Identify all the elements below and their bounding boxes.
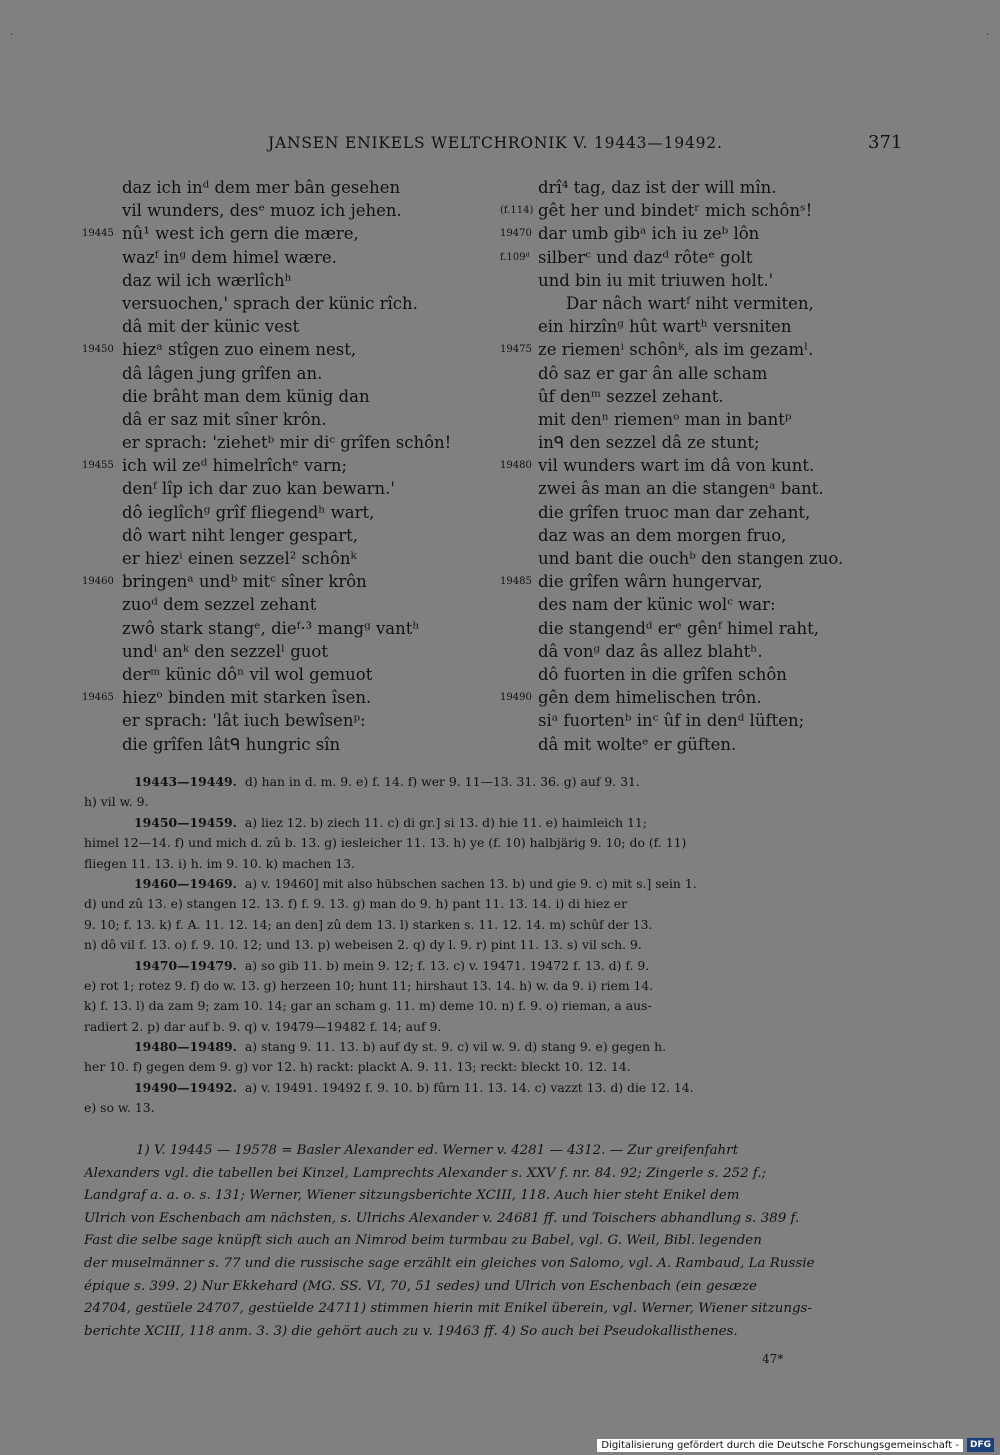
- apparatus-entry: [84, 772, 898, 792]
- verse-text: zwei âs man an die stangenᵃ bant.: [538, 479, 824, 499]
- verse-line: [82, 338, 502, 361]
- apparatus-variants: n) dô vil f. 13. o) f. 9. 10. 12; und 13. p) webeisen 2. q) dy l. 9. r) pint 11. 13. s) vil sch. 9.: [84, 937, 642, 953]
- apparatus-entry: [84, 956, 898, 976]
- running-head-title: JANSEN ENIKELS WELTCHRONIK V. 19443—19492.: [268, 134, 723, 152]
- verse-text: dâ vonᵍ daz âs allez blahtʰ.: [538, 641, 763, 661]
- verse-line: [500, 547, 900, 570]
- verse-text: dâ mit der künic vest: [122, 317, 300, 337]
- footnote-line: Ulrich von Eschenbach am nächsten, s. Ulrichs Alexander v. 24681 ff. und Toischers abhandlung s. 389 f.: [84, 1210, 800, 1226]
- verse-text: mit denⁿ riemenᵒ man in bantᵖ: [538, 409, 792, 429]
- verse-line: [500, 524, 900, 547]
- verse-text: er hiezⁱ einen sezzel² schônᵏ: [122, 549, 357, 568]
- verse-line: [500, 338, 900, 361]
- verse-line: [82, 431, 502, 454]
- verse-line: [82, 222, 502, 245]
- verse-text: dâ mit wolteᵉ er güften.: [538, 734, 737, 754]
- verse-line: [500, 176, 900, 199]
- corner-mark: ·: [10, 30, 14, 41]
- apparatus-variants: fliegen 11. 13. i) h. im 9. 10. k) machen 13.: [84, 855, 355, 871]
- apparatus-variants: radiert 2. p) dar auf b. 9. q) v. 19479—19482 f. 14; auf 9.: [84, 1018, 442, 1034]
- verse-text: Dar nâch wartᶠ niht vermiten,: [566, 293, 814, 313]
- apparatus-variants: himel 12—14. f) und mich d. zû b. 13. g) iesleicher 11. 13. h) ye (f. 10) halbjärig 9. 10; do (f. 11): [84, 835, 687, 851]
- footnote-line: berichte XCIII, 118 anm. 3. 3) die gehört auch zu v. 19463 ff. 4) So auch bei Pseudokallisthenes.: [84, 1323, 738, 1339]
- apparatus-verse-range: 19470—19479.: [134, 957, 237, 973]
- verse-text: wazᶠ inᵍ dem himel wære.: [122, 247, 337, 267]
- verse-line: [500, 709, 900, 732]
- verse-line: [82, 617, 502, 640]
- footnote-line: 1) V. 19445 — 19578 = Basler Alexander ed. Werner v. 4281 — 4312. — Zur greifenfahrt: [136, 1143, 738, 1158]
- corner-mark: ·: [986, 30, 990, 41]
- apparatus-verse-range: 19490—19492.: [134, 1079, 237, 1095]
- verse-text: vil wunders, desᵉ muoz ich jehen.: [122, 201, 402, 221]
- verse-text: dâ er saz mit sîner krôn.: [122, 409, 327, 429]
- verse-line: [82, 315, 502, 338]
- footnote-line: 24704, gestüele 24707, gestüelde 24711) stimmen hierin mit Enikel überein, vgl. Werner, Wiener sitzungs-: [84, 1301, 812, 1317]
- verse-text: ûf denᵐ sezzel zehant.: [538, 386, 724, 406]
- apparatus-variants: h) vil w. 9.: [84, 794, 149, 810]
- apparatus-entry: [84, 874, 898, 894]
- verse-number: 19475: [500, 344, 532, 356]
- verse-line: [82, 501, 502, 524]
- dfg-logo-icon: DFG: [967, 1438, 994, 1452]
- verse-line: [500, 222, 900, 245]
- verse-number: f.109ᵈ: [500, 251, 530, 263]
- verse-column-right: [500, 176, 900, 756]
- apparatus-entry: [84, 813, 898, 833]
- verse-text: dô fuorten in die grîfen schôn: [538, 664, 787, 684]
- verse-text: zuoᵈ dem sezzel zehant: [122, 595, 317, 615]
- apparatus-entry: [84, 1037, 898, 1057]
- verse-line: [82, 524, 502, 547]
- verse-line: [500, 617, 900, 640]
- verse-line: [82, 292, 502, 315]
- running-head: [0, 134, 1000, 156]
- verse-text: daz was an dem morgen fruo,: [538, 525, 787, 545]
- verse-line: [82, 593, 502, 616]
- verse-text: versuochen,' sprach der künic rîch.: [122, 293, 418, 313]
- verse-text: siᵃ fuortenᵇ inᶜ ûf in denᵈ lüften;: [538, 711, 805, 731]
- verse-line: [500, 477, 900, 500]
- verse-text: drî⁴ tag, daz ist der will mîn.: [538, 178, 777, 197]
- verse-line: [82, 570, 502, 593]
- footnote-line: épique s. 399. 2) Nur Ekkehard (MG. SS. VI, 70, 51 sedes) und Ulrich von Eschenbach (ein gesæze: [84, 1278, 757, 1294]
- verse-line: [500, 315, 900, 338]
- verse-text: ein hirzînᵍ hût wartʰ versniten: [538, 317, 792, 337]
- footnotes: [84, 1140, 900, 1343]
- footnote-line: Alexanders vgl. die tabellen bei Kinzel, Lamprechts Alexander s. XXV f. nr. 84. 92; Zingerle s. 252 f.;: [84, 1165, 767, 1181]
- verse-text: die brâht man dem künig dan: [122, 386, 370, 406]
- apparatus-variants: 9. 10; f. 13. k) f. A. 11. 12. 14; an den] zû dem 13. l) starken s. 11. 12. 14. m) schûf der 13.: [84, 916, 653, 932]
- verse-text: denᶠ lîp ich dar zuo kan bewarn.': [122, 479, 395, 499]
- verse-line: [500, 292, 900, 315]
- verse-text: nû¹ west ich gern die mære,: [122, 224, 359, 244]
- apparatus-verse-range: 19450—19459.: [134, 814, 237, 830]
- verse-text: des nam der künic wolᶜ war:: [538, 595, 776, 615]
- verse-text: undⁱ anᵏ den sezzelˡ guot: [122, 641, 328, 661]
- verse-text: dô wart niht lenger gespart,: [122, 525, 358, 545]
- verse-line: [82, 269, 502, 292]
- verse-column-left: [82, 176, 502, 756]
- apparatus-verse-range: 19443—19449.: [134, 774, 237, 789]
- apparatus-variants: e) rot 1; rotez 9. f) do w. 13. g) herzeen 10; hunt 11; hirshaut 13. 14. h) w. da 9. i) riem 14.: [84, 977, 654, 993]
- apparatus-variants: a) v. 19460] mit also hübschen sachen 13. b) und gie 9. c) mit s.] sein 1.: [244, 875, 697, 891]
- verse-text: dâ lâgen jung grîfen an.: [122, 363, 323, 383]
- verse-line: [82, 686, 502, 709]
- footer-bar: [597, 1437, 994, 1453]
- verse-number: 19470: [500, 228, 532, 240]
- verse-line: [500, 733, 900, 756]
- apparatus-variants: a) v. 19491. 19492 f. 9. 10. b) fûrn 11. 13. 14. c) vazzt 13. d) die 12. 14.: [244, 1079, 694, 1095]
- verse-line: [500, 593, 900, 616]
- verse-line: [82, 640, 502, 663]
- verse-text: die grîfen truoc man dar zehant,: [538, 502, 811, 522]
- verse-text: ze riemenⁱ schônᵏ, als im gezamˡ.: [538, 340, 814, 360]
- verse-text: die stangendᵈ erᵉ gênᶠ himel raht,: [538, 618, 819, 638]
- apparatus-variants: a) stang 9. 11. 13. b) auf dy st. 9. c) vil w. 9. d) stang 9. e) gegen h.: [244, 1039, 667, 1055]
- verse-text: er sprach: 'ziehetᵇ mir diᶜ grîfen schôn!: [122, 433, 452, 453]
- footnote-line: Fast die selbe sage knüpft sich auch an Nimrod beim turmbau zu Babel, vgl. G. Weil, Bibl. legenden: [84, 1233, 762, 1249]
- apparatus-variants: her 10. f) gegen dem 9. g) vor 12. h) rackt: plackt A. 9. 11. 13; reckt: bleckt 10. 12. 14.: [84, 1059, 631, 1075]
- verse-number: 19465: [82, 692, 114, 704]
- verse-text: die grîfen wârn hungervar,: [538, 572, 763, 592]
- verse-text: ich wil zeᵈ himelrîchᵉ varn;: [122, 456, 348, 476]
- verse-number: 19480: [500, 460, 532, 472]
- verse-text: bringenᵃ undᵇ mitᶜ sîner krôn: [122, 572, 367, 592]
- verse-number: 19455: [82, 460, 114, 472]
- page-number: 371: [868, 132, 903, 153]
- signature-mark: 47*: [762, 1352, 784, 1366]
- verse-line: [500, 570, 900, 593]
- verse-line: [500, 269, 900, 292]
- verse-text: die grîfen lâtᑫ hungric sîn: [122, 734, 341, 754]
- verse-text: gên dem himelischen trôn.: [538, 688, 762, 708]
- verse-line: [82, 385, 502, 408]
- verse-text: inᑫ den sezzel dâ ze stunt;: [538, 433, 760, 453]
- verse-line: [82, 663, 502, 686]
- verse-line: [500, 686, 900, 709]
- apparatus-variants: a) so gib 11. b) mein 9. 12; f. 13. c) v. 19471. 19472 f. 13. d) f. 9.: [244, 957, 650, 973]
- verse-line: [82, 709, 502, 732]
- verse-line: [82, 477, 502, 500]
- verse-line: [82, 246, 502, 269]
- verse-text: hiezᵃ stîgen zuo einem nest,: [122, 340, 357, 360]
- verse-line: [500, 431, 900, 454]
- verse-line: [500, 199, 900, 222]
- verse-text: gêt her und bindetʳ mich schônˢ!: [538, 201, 813, 221]
- verse-number: 19445: [82, 228, 114, 240]
- footer-funding-text: Digitalisierung gefördert durch die Deutsche Forschungsgemeinschaft -: [597, 1439, 963, 1452]
- verse-text: daz wil ich wærlîchʰ: [122, 270, 292, 290]
- verse-text: silberᶜ und dazᵈ rôteᵉ golt: [538, 247, 753, 267]
- apparatus-verse-range: 19460—19469.: [134, 875, 237, 891]
- verse-text: und bant die ouchᵇ den stangen zuo.: [538, 549, 844, 568]
- verse-text: und bin iu mit triuwen holt.': [538, 270, 774, 290]
- apparatus-variants: a) liez 12. b) ziech 11. c) di gr.] si 13. d) hie 11. e) haimleich 11;: [244, 814, 647, 830]
- apparatus-entry: [84, 1078, 898, 1098]
- verse-number: 19460: [82, 576, 114, 588]
- verse-number: 19450: [82, 344, 114, 356]
- verse-line: [82, 408, 502, 431]
- verse-text: zwô stark stangᵉ, dieᶠ·³ mangᵍ vantʰ: [122, 618, 420, 638]
- verse-text: vil wunders wart im dâ von kunt.: [538, 456, 815, 476]
- apparatus-variants: e) so w. 13.: [84, 1100, 155, 1116]
- apparatus-verse-range: 19480—19489.: [134, 1039, 237, 1055]
- verse-text: hiezᵒ binden mit starken îsen.: [122, 688, 372, 708]
- apparatus-variants: k) f. 13. l) da zam 9; zam 10. 14; gar an scham g. 11. m) deme 10. n) f. 9. o) rieman, a aus-: [84, 998, 652, 1014]
- verse-text: dô saz er gar ân alle scham: [538, 363, 768, 383]
- verse-line: [500, 385, 900, 408]
- verse-line: [500, 501, 900, 524]
- verse-text: er sprach: 'lât iuch bewîsenᵖ:: [122, 711, 366, 731]
- verse-text: dô ieglîchᵍ grîf fliegendʰ wart,: [122, 502, 375, 522]
- verse-line: [500, 454, 900, 477]
- apparatus-variants: d) und zû 13. e) stangen 12. 13. f) f. 9. 13. g) man do 9. h) pant 11. 13. 14. i) di hiez er: [84, 896, 628, 912]
- verse-text: derᵐ künic dôⁿ vil wol gemuot: [122, 664, 373, 684]
- apparatus-variants: d) han in d. m. 9. e) f. 14. f) wer 9. 11—13. 31. 36. g) auf 9. 31.: [244, 774, 640, 789]
- footnote-line: Landgraf a. a. o. s. 131; Werner, Wiener sitzungsberichte XCIII, 118. Auch hier steht Enikel dem: [84, 1188, 740, 1204]
- verse-line: [82, 733, 502, 756]
- verse-line: [82, 176, 502, 199]
- verse-text: daz ich inᵈ dem mer bân gesehen: [122, 178, 401, 197]
- footnote-line: der muselmänner s. 77 und die russische sage erzählt ein gleiches von Salomo, vgl. A. Rambaud, La Russie: [84, 1255, 815, 1271]
- verse-text: dar umb gibᵃ ich iu zeᵇ lôn: [538, 224, 760, 244]
- verse-line: [500, 663, 900, 686]
- verse-line: [500, 246, 900, 269]
- verse-number: 19490: [500, 692, 532, 704]
- verse-number: (f.114): [500, 205, 534, 217]
- verse-line: [82, 362, 502, 385]
- verse-line: [500, 362, 900, 385]
- verse-line: [500, 640, 900, 663]
- verse-number: 19485: [500, 576, 532, 588]
- verse-line: [500, 408, 900, 431]
- verse-line: [82, 547, 502, 570]
- verse-line: [82, 199, 502, 222]
- critical-apparatus: [84, 772, 898, 1119]
- verse-line: [82, 454, 502, 477]
